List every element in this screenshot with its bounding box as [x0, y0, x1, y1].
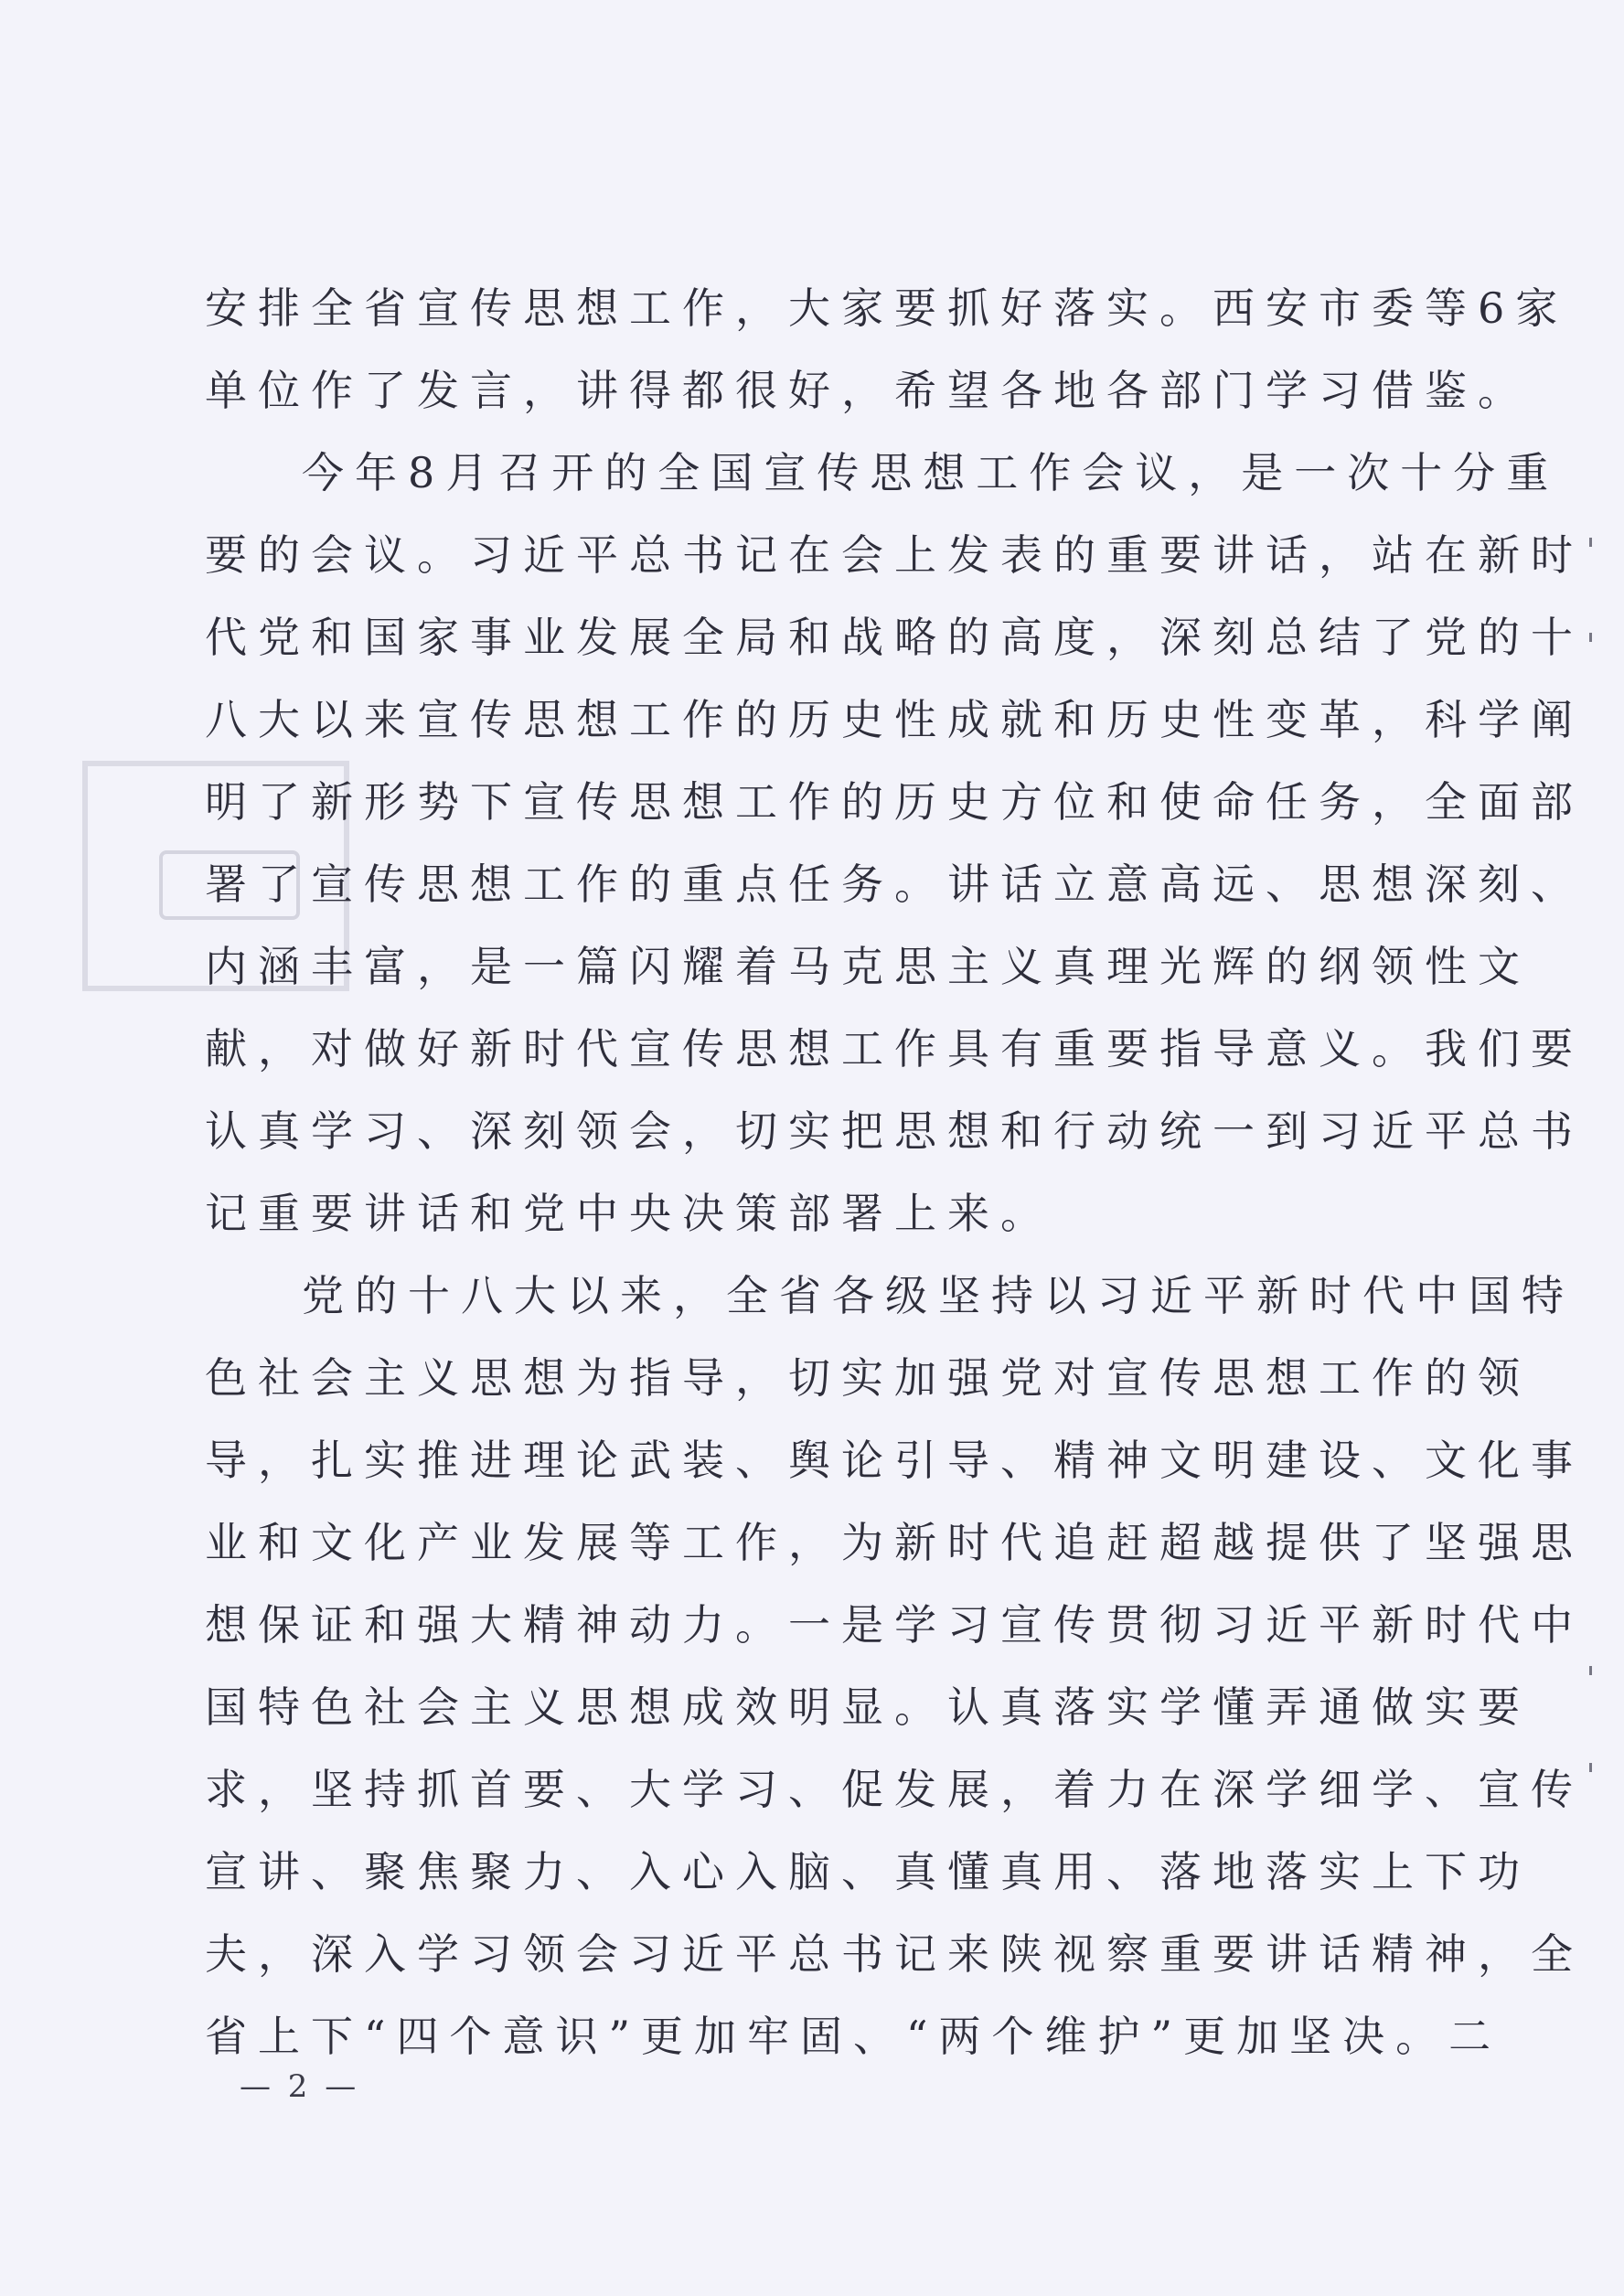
text-line: 记重要讲话和党中央决策部署上来。: [205, 1189, 1053, 1238]
text-line: 代党和国家事业发展全局和战略的高度，深刻总结了党的十: [205, 613, 1584, 662]
text-line: 认真学习、深刻领会，切实把思想和行动统一到习近平总书: [205, 1106, 1584, 1156]
text-line: 单位作了发言，讲得都很好，希望各地各部门学习借鉴。: [205, 366, 1531, 415]
text-line: 宣讲、聚焦聚力、入心入脑、真懂真用、落地落实上下功: [205, 1847, 1531, 1896]
text-line: 省上下“四个意识”更加牢固、“两个维护”更加坚决。二: [205, 2012, 1502, 2061]
page-number: — 2 —: [240, 2068, 360, 2105]
text-line: 要的会议。习近平总书记在会上发表的重要讲话，站在新时: [205, 530, 1584, 580]
text-line: 今年8月召开的全国宣传思想工作会议，是一次十分重: [302, 448, 1560, 497]
text-line: 夫，深入学习领会习近平总书记来陕视察重要讲话精神，全: [205, 1929, 1584, 1979]
text-line: 安排全省宣传思想工作，大家要抓好落实。西安市委等6家: [205, 283, 1569, 333]
text-line: 党的十八大以来，全省各级坚持以习近平新时代中国特: [302, 1271, 1575, 1320]
text-line: 想保证和强大精神动力。一是学习宣传贯彻习近平新时代中: [205, 1600, 1584, 1650]
scan-mark: [1589, 1666, 1592, 1675]
scan-mark: [1589, 633, 1592, 642]
scan-mark: [1589, 1763, 1592, 1772]
text-line: 业和文化产业发展等工作，为新时代追赶超越提供了坚强思: [205, 1518, 1584, 1567]
text-line: 献，对做好新时代宣传思想工作具有重要指导意义。我们要: [205, 1024, 1584, 1073]
text-line: 国特色社会主义思想成效明显。认真落实学懂弄通做实要: [205, 1682, 1531, 1732]
text-line: 内涵丰富，是一篇闪耀着马克思主义真理光辉的纲领性文: [205, 942, 1531, 991]
body-text: [205, 267, 1584, 2077]
text-line: 署了宣传思想工作的重点任务。讲话立意高远、思想深刻、: [205, 860, 1584, 909]
text-line: 明了新形势下宣传思想工作的历史方位和使命任务，全面部: [205, 777, 1584, 827]
text-line: 导，扎实推进理论武装、舆论引导、精神文明建设、文化事: [205, 1436, 1584, 1485]
scan-mark: [1589, 538, 1592, 547]
text-line: 色社会主义思想为指导，切实加强党对宣传思想工作的领: [205, 1353, 1531, 1403]
text-line: 求，坚持抓首要、大学习、促发展，着力在深学细学、宣传: [205, 1765, 1584, 1814]
text-line: 八大以来宣传思想工作的历史性成就和历史性变革，科学阐: [205, 695, 1584, 744]
